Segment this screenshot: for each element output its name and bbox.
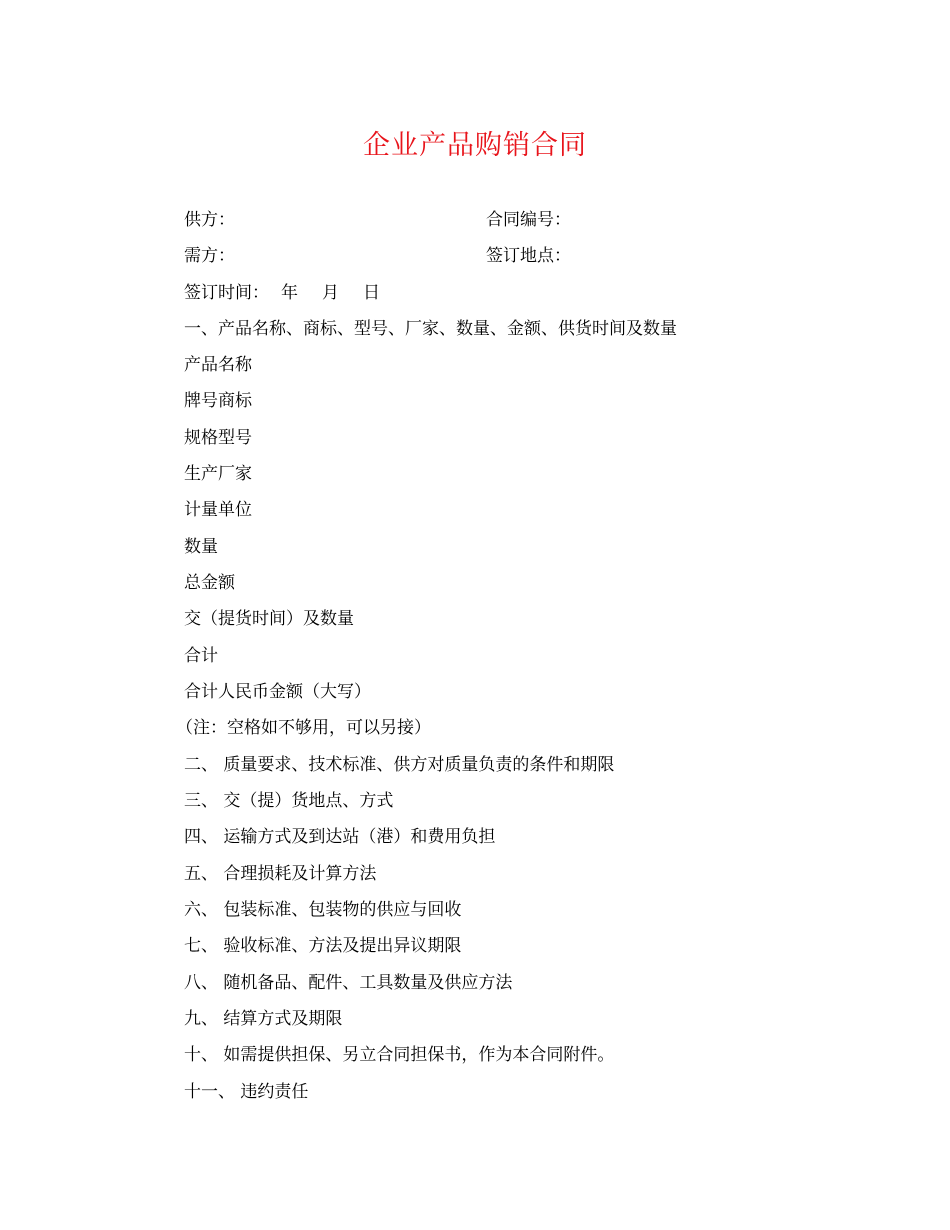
clause-5: 五、 合理损耗及计算方法 bbox=[184, 864, 377, 884]
item-manufacturer: 生产厂家 bbox=[184, 464, 252, 484]
document-title: 企业产品购销合同 bbox=[363, 130, 587, 161]
clause-4: 四、 运输方式及到达站（港）和费用负担 bbox=[184, 827, 496, 847]
sign-time-year: 年 bbox=[281, 283, 298, 303]
item-total-amount: 总金额 bbox=[184, 573, 235, 593]
supplier-label: 供方： bbox=[184, 210, 235, 230]
clause-10: 十、 如需提供担保、另立合同担保书，作为本合同附件。 bbox=[184, 1045, 615, 1065]
item-delivery-time-quantity: 交（提货时间）及数量 bbox=[184, 609, 354, 629]
contract-number-label: 合同编号： bbox=[486, 210, 571, 230]
clause-3: 三、 交（提）货地点、方式 bbox=[184, 791, 394, 811]
clause-7: 七、 验收标准、方法及提出异议期限 bbox=[184, 936, 462, 956]
item-product-name: 产品名称 bbox=[184, 355, 252, 375]
item-total: 合计 bbox=[184, 646, 218, 666]
sign-time-month: 月 bbox=[322, 283, 339, 303]
item-brand-trademark: 牌号商标 bbox=[184, 391, 252, 411]
sign-time-day: 日 bbox=[363, 283, 380, 303]
clause-1-heading: 一、产品名称、商标、型号、厂家、数量、金额、供货时间及数量 bbox=[184, 319, 677, 339]
note-line: （注：空格如不够用，可以另接） bbox=[176, 718, 431, 738]
item-unit: 计量单位 bbox=[184, 500, 252, 520]
item-spec-model: 规格型号 bbox=[184, 428, 252, 448]
clause-8: 八、 随机备品、配件、工具数量及供应方法 bbox=[184, 973, 513, 993]
sign-place-label: 签订地点： bbox=[486, 246, 571, 266]
clause-6: 六、 包装标准、包装物的供应与回收 bbox=[184, 900, 462, 920]
clause-2: 二、 质量要求、技术标准、供方对质量负责的条件和期限 bbox=[184, 755, 615, 775]
item-total-rmb-uppercase: 合计人民币金额（大写） bbox=[184, 682, 371, 702]
sign-time-label: 签订时间： bbox=[184, 283, 269, 303]
sign-time-line bbox=[184, 281, 380, 305]
item-quantity: 数量 bbox=[184, 537, 218, 557]
clause-11: 十一、 违约责任 bbox=[184, 1082, 309, 1102]
buyer-label: 需方： bbox=[184, 246, 235, 266]
clause-9: 九、 结算方式及期限 bbox=[184, 1009, 343, 1029]
